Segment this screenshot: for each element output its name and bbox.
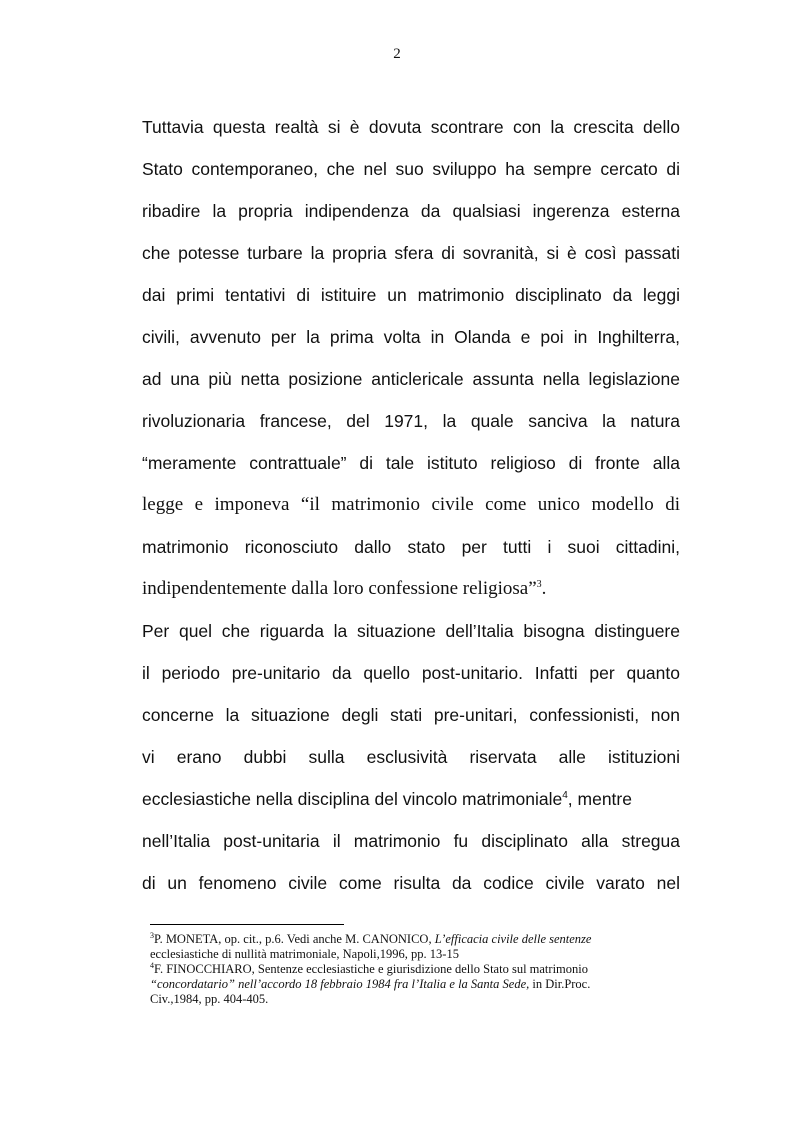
text-line: di un fenomeno civile come risulta da codice civile varato nel	[142, 873, 680, 893]
text-line	[142, 568, 680, 610]
text-line: civili, avvenuto per la prima volta in Olanda e poi in Inghilterra,	[142, 327, 680, 347]
footnote-text: P. MONETA, op. cit., p.6. Vedi anche M. CANONICO,	[154, 932, 435, 946]
text-line: ribadire la propria indipendenza da qualsiasi ingerenza esterna	[142, 201, 680, 221]
text-segment: .	[541, 578, 547, 599]
text-line: Stato contemporaneo, che nel suo sviluppo ha sempre cercato di	[142, 159, 680, 179]
text-line: concerne la situazione degli stati pre-unitari, confessionisti, non	[142, 705, 680, 725]
footnote-4	[150, 962, 670, 977]
footnote-ref-4[interactable]: 4	[562, 790, 568, 801]
text-segment: indipendentemente dalla loro confessione religiosa”	[142, 578, 537, 599]
text-line: nell’Italia post-unitaria il matrimonio fu disciplinato alla stregua	[142, 831, 680, 851]
text-line: dai primi tentativi di istituire un matrimonio disciplinato da leggi	[142, 285, 680, 305]
footnote-ref-3[interactable]: 3	[536, 579, 542, 590]
text-line: che potesse turbare la propria sfera di sovranità, si è così passati	[142, 243, 680, 263]
footnote-text: in Dir.Proc.	[529, 977, 591, 991]
footnote-3	[150, 932, 670, 947]
text-line: il periodo pre-unitario da quello post-unitario. Infatti per quanto	[142, 663, 680, 683]
footnote-4-source: Civ.,1984, pp. 404-405.	[150, 992, 269, 1006]
footnotes	[150, 932, 670, 1007]
footnote-4-continued	[150, 977, 670, 992]
text-line: legge e imponeva “il matrimonio civile come unico modello di	[142, 494, 680, 515]
text-line	[142, 778, 680, 820]
text-line: “meramente contrattuale” di tale istituto religioso di fronte alla	[142, 453, 680, 473]
footnote-title: L’efficacia civile delle sentenze	[434, 932, 592, 946]
text-line: vi erano dubbi sulla esclusività riservata alle istituzioni	[142, 747, 680, 767]
text-line: matrimonio riconosciuto dallo stato per tutti i suoi cittadini,	[142, 537, 680, 557]
text-line: ad una più netta posizione anticlericale assunta nella legislazione	[142, 369, 680, 389]
footnote-marker: 3	[150, 931, 154, 940]
text-segment: , mentre	[567, 789, 632, 809]
footnote-title: “concordatario” nell’accordo 18 febbraio 1984 fra l’Italia e la Santa Sede,	[150, 977, 530, 991]
footnote-3-continued: ecclesiastiche di nullità matrimoniale, Napoli,1996, pp. 13-15	[150, 947, 459, 961]
text-segment: ecclesiastiche nella disciplina del vincolo matrimoniale	[142, 789, 563, 809]
page-number: 2	[393, 46, 401, 62]
footnote-text: F. FINOCCHIARO, Sentenze ecclesiastiche e giurisdizione dello Stato sul matrimonio	[154, 962, 588, 976]
footnote-marker: 4	[150, 961, 154, 970]
text-line: Tuttavia questa realtà si è dovuta scontrare con la crescita dello	[142, 117, 680, 137]
text-line: Per quel che riguarda la situazione dell’Italia bisogna distinguere	[142, 621, 680, 641]
footnote-separator	[150, 924, 344, 925]
body-text	[142, 106, 680, 904]
text-line: rivoluzionaria francese, del 1971, la quale sanciva la natura	[142, 411, 680, 431]
